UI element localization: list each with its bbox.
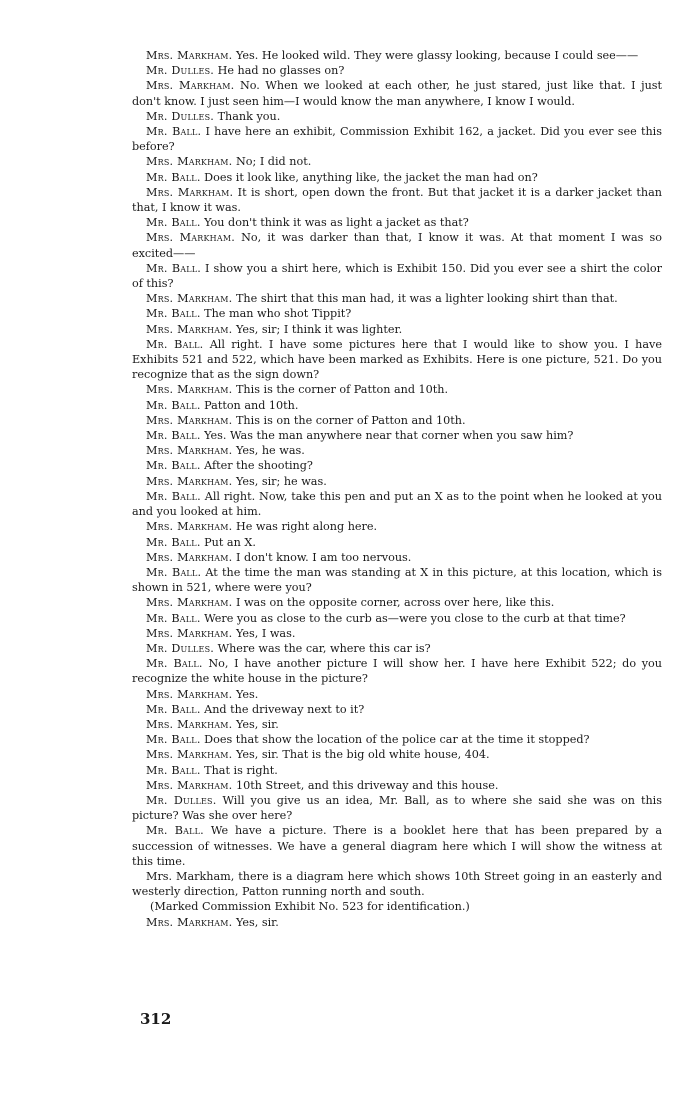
testimony-text: Does that show the location of the police car at the time it stopped? [204,733,590,747]
testimony-text: Put an X. [204,535,256,549]
testimony-text: Yes, he was. [235,444,305,458]
speaker-name: Mrs. Markham. [146,778,233,792]
testimony-line [132,261,662,291]
testimony-line [132,778,662,793]
testimony-text: This is the corner of Patton and 10th. [235,383,449,397]
testimony-text: (Marked Commission Exhibit No. 523 for identification.) [150,900,470,914]
speaker-name: Mrs. Markham. [146,185,234,199]
testimony-line [132,489,662,519]
speaker-name: Mr. Ball. [146,702,201,716]
testimony-text: Mrs. Markham, there is a diagram here which shows 10th Street going in an easterly and westerly direction, Patton running north and south. [132,869,662,899]
testimony-line [132,154,662,169]
testimony-line [132,291,662,306]
testimony-text: Were you as close to the curb as—were you close to the curb at that time? [204,611,626,625]
testimony-line [132,687,662,702]
testimony-text: This is on the corner of Patton and 10th. [235,413,466,427]
speaker-name: Mrs. Markham. [146,550,233,564]
testimony-line [132,78,662,108]
testimony-line [132,535,662,550]
speaker-name: Mr. Ball. [146,763,201,777]
testimony-line [132,185,662,215]
testimony-text: Yes, sir. [235,717,279,731]
testimony-text: Will you give us an idea, Mr. Ball, as to where she said she was on this picture? Was she over here? [132,793,662,823]
testimony-line [132,717,662,732]
speaker-name: Mrs. Markham. [146,748,233,762]
speaker-name: Mrs. Markham. [146,915,233,929]
testimony-line [132,458,662,473]
speaker-name: Mrs. Markham. [146,292,233,306]
testimony-text: No, I have another picture I will show her. I have here Exhibit 522; do you recognize the white house in the picture? [132,657,662,686]
testimony-text: We have a picture. There is a booklet here that has been prepared by a succession of witnesses. We have a general diagram here which I will show the witness at this time. [132,824,662,868]
testimony-line [132,322,662,337]
testimony-line [132,656,662,686]
speaker-name: Mrs. Markham. [146,155,233,169]
speaker-name: Mr. Ball. [146,398,201,412]
speaker-name: Mr. Ball. [146,535,201,549]
transcript-page [132,48,662,930]
testimony-text: Yes. He looked wild. They were glassy looking, because I could see—— [235,49,639,62]
testimony-line [132,170,662,185]
page-number: 312 [140,1010,172,1028]
testimony-line [132,124,662,154]
speaker-name: Mrs. Markham. [146,322,233,336]
speaker-name: Mrs. Markham. [146,231,235,245]
testimony-text: Yes, sir; he was. [235,474,327,488]
testimony-line [132,641,662,656]
testimony-text: You don't think it was as light a jacket as that? [204,216,469,230]
speaker-name: Mr. Ball. [146,216,201,230]
testimony-text: No; I did not. [235,155,312,169]
testimony-line [132,915,662,930]
testimony-line [132,215,662,230]
testimony-text: Yes. [235,687,259,701]
speaker-name: Mr. Ball. [146,170,201,184]
testimony-text: Thank you. [217,109,281,123]
testimony-text: I don't know. I am too nervous. [235,550,412,564]
speaker-name: Mr. Dulles. [146,641,215,655]
testimony-text: I have here an exhibit, Commission Exhibit 162, a jacket. Did you ever see this before? [132,125,662,154]
testimony-line [132,413,662,428]
testimony-text: He was right along here. [235,520,378,534]
testimony-text: The man who shot Tippit? [204,307,352,321]
testimony-text: Does it look like, anything like, the jacket the man had on? [204,170,538,184]
speaker-name: Mrs. Markham. [146,79,235,93]
speaker-name: Mrs. Markham. [146,444,233,458]
testimony-text: At the time the man was standing at X in this picture, at this location, which is shown in 521, where were you? [132,565,662,595]
testimony-line [132,519,662,534]
testimony-line [132,823,662,869]
testimony-line [132,747,662,762]
testimony-line [132,474,662,489]
speaker-name: Mr. Ball. [146,565,202,579]
testimony-line [132,63,662,78]
speaker-name: Mrs. Markham. [146,520,233,534]
speaker-name: Mr. Dulles. [146,793,217,807]
testimony-line [132,793,662,823]
testimony-text: It is short, open down the front. But that jacket it is a darker jacket than that, I know it was. [132,185,663,215]
testimony-line [132,869,662,899]
testimony-text: All right. Now, take this pen and put an X as to the point when he looked at you and you looked at him. [132,489,662,519]
speaker-name: Mr. Ball. [146,611,201,625]
testimony-text: Yes, sir; I think it was lighter. [235,322,403,336]
testimony-line [132,595,662,610]
testimony-text: I was on the opposite corner, across over here, like this. [235,596,555,610]
speaker-name: Mr. Ball. [146,125,202,139]
speaker-name: Mrs. Markham. [146,596,233,610]
speaker-name: Mr. Dulles. [146,109,215,123]
speaker-name: Mrs. Markham. [146,383,233,397]
speaker-name: Mr. Ball. [146,459,201,473]
testimony-text: Yes, sir. That is the big old white house, 404. [235,748,490,762]
speaker-name: Mrs. Markham. [146,717,233,731]
speaker-name: Mr. Ball. [146,733,201,747]
speaker-name: Mr. Ball. [146,307,201,321]
testimony-text: All right. I have some pictures here that I would like to show you. I have Exhibits 521 and 522, which have been marked as Exhibits. Here is one picture, 521. Do you recognize that as the sign down? [132,337,662,382]
speaker-name: Mrs. Markham. [146,687,233,701]
testimony-text: Where was the car, where this car is? [217,641,431,655]
testimony-line [132,702,662,717]
testimony-line [132,732,662,747]
testimony-line [132,763,662,778]
testimony-text: Patton and 10th. [204,398,299,412]
testimony-line [132,550,662,565]
testimony-text: I show you a shirt here, which is Exhibit 150. Did you ever see a shirt the color of this? [132,261,662,291]
testimony-line [132,306,662,321]
speaker-name: Mrs. Markham. [146,413,233,427]
testimony-text: He had no glasses on? [217,64,345,78]
speaker-name: Mrs. Markham. [146,626,233,640]
testimony-text: That is right. [204,763,278,777]
speaker-name: Mr. Ball. [146,489,201,503]
speaker-name: Mrs. Markham. [146,474,233,488]
testimony-line [132,398,662,413]
testimony-text: 10th Street, and this driveway and this house. [235,778,499,792]
testimony-line [132,48,662,63]
testimony-text: No. When we looked at each other, he just stared, just like that. I just don't know. I just seen him—I would know the man anywhere, I know I would. [132,79,663,108]
speaker-name: Mr. Ball. [146,429,201,443]
testimony-text: No, it was darker than that, I know it was. At that moment I was so excited—— [132,231,662,260]
testimony-text: After the shooting? [204,459,313,473]
testimony-line [132,565,662,595]
testimony-text: The shirt that this man had, it was a lighter looking shirt than that. [235,292,618,306]
speaker-name: Mrs. Markham. [146,49,233,62]
testimony-line [132,428,662,443]
testimony-line [132,626,662,641]
speaker-name: Mr. Ball. [146,337,204,351]
speaker-name: Mr. Ball. [146,261,202,275]
testimony-line [132,337,662,383]
speaker-name: Mr. Ball. [146,824,204,838]
testimony-text: Yes, I was. [235,626,296,640]
testimony-text: Yes, sir. [235,915,279,929]
testimony-text: And the driveway next to it? [204,702,365,716]
testimony-line [132,230,662,260]
testimony-line [132,109,662,124]
testimony-text: Yes. Was the man anywhere near that corner when you saw him? [204,429,574,443]
exhibit-note [132,899,662,914]
testimony-line [132,611,662,626]
testimony-line [132,443,662,458]
speaker-name: Mr. Dulles. [146,64,215,78]
testimony-line [132,382,662,397]
speaker-name: Mr. Ball. [146,657,203,671]
